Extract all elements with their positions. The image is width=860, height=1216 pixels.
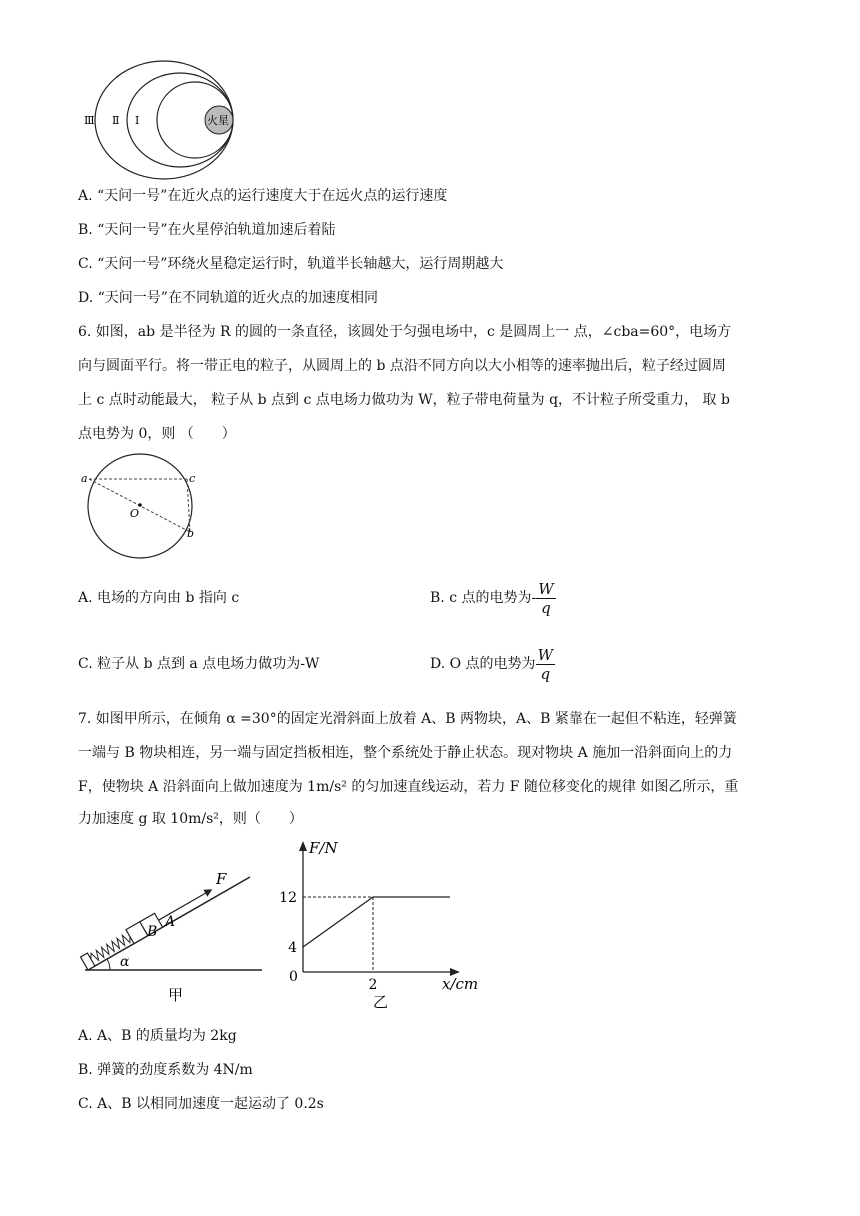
caption-yi: 乙 <box>373 993 389 1011</box>
q7-stem-line-2: 一端与 B 物块相连，另一端与固定挡板相连，整个系统处于静止状态。现对物块 A 施加一沿斜面向上的力 <box>78 745 733 761</box>
angle-arc <box>107 959 110 970</box>
q7-force-graph <box>279 835 492 1015</box>
q6-stem-line-1: 6. 如图，ab 是半径为 R 的圆的一条直径，该圆处于匀强电场中，c 是圆周上一 点，∠cba=60°，电场方 <box>78 324 732 340</box>
orbit-label-i: Ⅰ <box>135 114 140 127</box>
q6-option-d-fraction <box>536 646 555 683</box>
series-line <box>303 897 450 947</box>
q6-circle-figure <box>78 462 208 582</box>
point-b-label: b <box>187 527 195 540</box>
q6-option-c: C. 粒子从 b 点到 a 点电场力做功为-W <box>78 656 320 672</box>
y-axis-arrow <box>299 841 307 851</box>
q7-option-b: B. 弹簧的劲度系数为 4N/m <box>78 1062 253 1078</box>
orbit-label-ii: Ⅱ <box>112 114 120 127</box>
caption-jia: 甲 <box>168 986 184 1004</box>
point-o-label: O <box>130 507 140 520</box>
y-tick-label: 12 <box>279 890 297 906</box>
mars-label: 火星 <box>207 114 229 127</box>
q6-stem-line-4: 点电势为 0，则 （ ） <box>78 426 236 442</box>
q5-option-b: B. “天问一号”在火星停泊轨道加速后着陆 <box>78 222 336 238</box>
y-axis-label: F/N <box>309 839 338 857</box>
q5-option-c: C. “天问一号”环绕火星稳定运行时，轨道半长轴越大，运行周期越大 <box>78 256 504 272</box>
q7-incline-figure <box>80 860 270 1010</box>
q7-stem-line-4: 力加速度 g 取 10m/s²，则（ ） <box>78 811 303 827</box>
fraction-denominator: q <box>541 598 551 617</box>
label-alpha: α <box>120 954 130 970</box>
fraction-denominator: q <box>540 664 551 683</box>
point-c-label: c <box>189 472 196 485</box>
orbit-label-iii: Ⅲ <box>84 114 95 127</box>
q7-option-a: A. A、B 的质量均为 2kg <box>78 1028 237 1044</box>
q6-option-b <box>430 573 556 623</box>
q6-stem-line-2: 向与圆面平行。将一带正电的粒子，从圆周上的 b 点沿不同方向以大小相等的速率抛出后，粒子经过圆周 <box>78 358 726 374</box>
x-tick-label: 2 <box>368 977 378 993</box>
label-a: A <box>165 914 176 930</box>
label-f: F <box>216 870 227 888</box>
q6-stem-line-3: 上 c 点时动能最大， 粒子从 b 点到 c 点电场力做功为 W，粒子带电荷量为 q，不计粒子所受重力， 取 b <box>78 392 730 408</box>
q7-stem-line-1: 7. 如图甲所示，在倾角 α =30°的固定光滑斜面上放着 A、B 两物块，A、B 紧靠在一起但不粘连，轻弹簧 <box>78 711 737 727</box>
y-tick-label: 4 <box>288 940 297 956</box>
q6-option-b-fraction <box>536 580 555 617</box>
q6-option-d-text: D. O 点的电势为 <box>430 656 536 672</box>
q7-stem-line-3: F，使物块 A 沿斜面向上做加速度为 1m/s² 的匀加速直线运动，若力 F 随位移变化的规律 如图乙所示，重 <box>78 779 739 795</box>
q6-option-a: A. 电场的方向由 b 指向 c <box>78 590 240 606</box>
origin-label: 0 <box>289 969 298 985</box>
orbit-figure <box>80 60 250 180</box>
q6-option-d <box>430 639 555 689</box>
q6-option-b-text: B. c 点的电势为- <box>430 590 537 606</box>
graph-layer <box>279 890 450 993</box>
force-arrowhead <box>203 886 214 897</box>
fraction-numerator: W <box>538 579 554 598</box>
x-axis-label: x/cm <box>442 975 479 993</box>
fraction-numerator: W <box>537 645 553 664</box>
q5-option-d: D. “天问一号”在不同轨道的近火点的加速度相同 <box>78 290 378 306</box>
q7-option-c: C. A、B 以相同加速度一起运动了 0.2s <box>78 1096 324 1112</box>
q5-option-a: A. “天问一号”在近火点的运行速度大于在远火点的运行速度 <box>78 188 448 204</box>
point-a-label: a <box>81 472 88 485</box>
label-b: B <box>147 924 158 940</box>
